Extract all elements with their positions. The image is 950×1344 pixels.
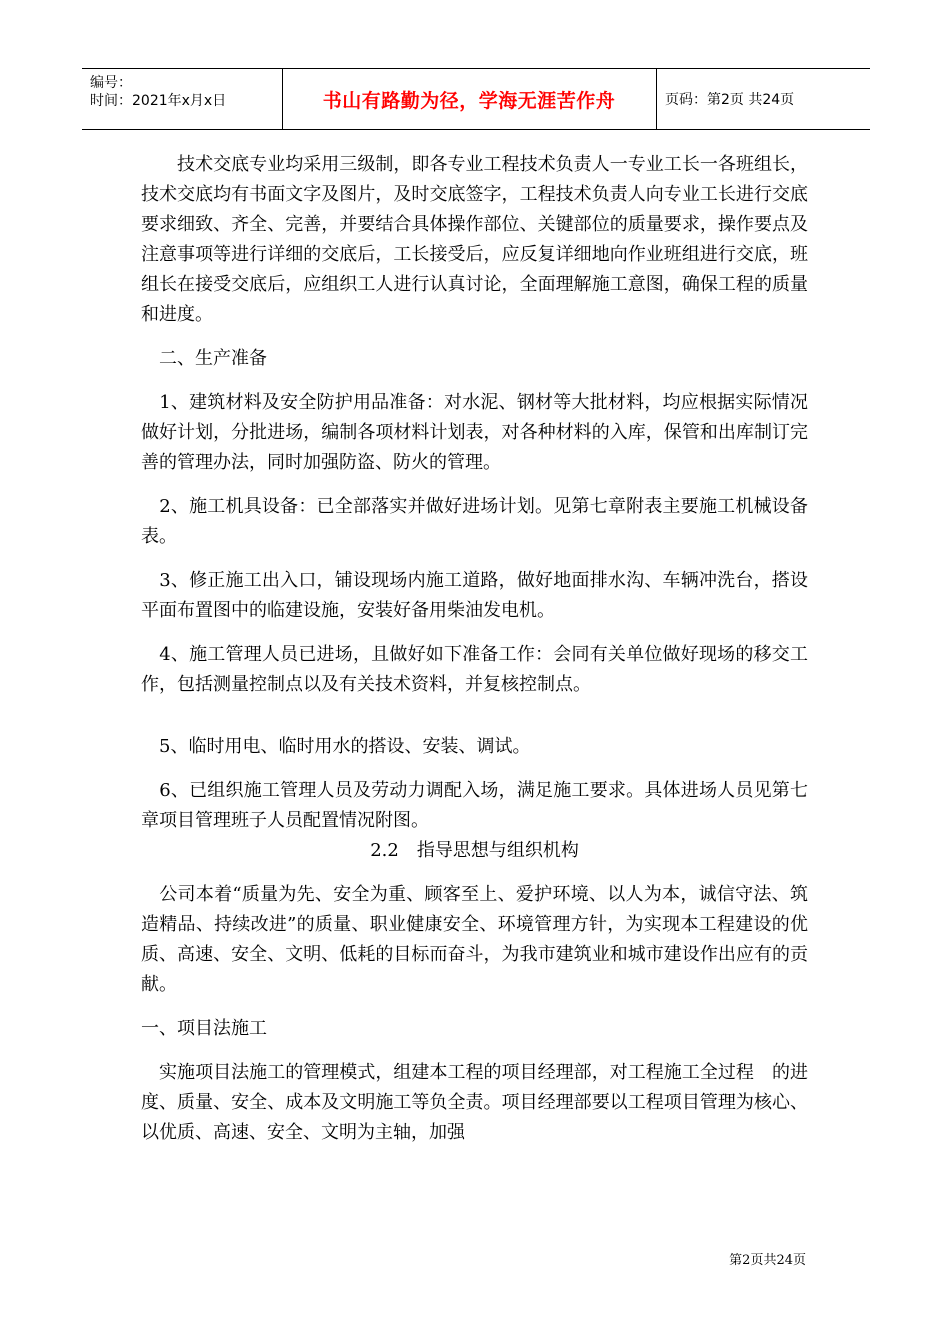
header-motto-cell [282, 69, 657, 129]
paragraph-item-1: 1、建筑材料及安全防护用品准备：对水泥、钢材等大批材料，均应根据实际情况做好计划，分批进场，编制各项材料计划表，对各种材料的入库，保管和出库制订完善的管理办法，同时加强防盗、防火的管理。 [141, 392, 808, 473]
paragraph-project-management: 实施项目法施工的管理模式，组建本工程的项目经理部，对工程施工全过程 的进度、质量、安全、成本及文明施工等负全责。项目经理部要以工程项目管理为核心、以优质、高速、安全、文明为主轴，加强 [141, 1062, 808, 1143]
date-label: 时间：2021年x月x日 [90, 93, 227, 109]
paragraph-company-policy: 公司本着“质量为先、安全为重、顾客至上、爱护环境、以人为本，诚信守法、筑造精品、持续改进”的质量、职业健康安全、环境管理方针，为实现本工程建设的优质、高速、安全、文明、低耗的目标而奋斗，为我市建筑业和城市建设作出应有的贡献。 [141, 884, 808, 995]
page-footer: 第2页共24页 [729, 1253, 806, 1268]
paragraph-item-3: 3、修正施工出入口，铺设现场内施工道路，做好地面排水沟、车辆冲洗台，搭设平面布置图中的临建设施，安装好备用柴油发电机。 [141, 570, 808, 621]
paragraph-item-6: 6、已组织施工管理人员及劳动力调配入场，满足施工要求。具体进场人员见第七章项目管理班子人员配置情况附图。 [141, 780, 808, 831]
section-heading-2-2: 2.2 指导思想与组织机构 [370, 840, 579, 861]
document-body [141, 150, 808, 1148]
serial-label: 编号： [90, 75, 132, 91]
paragraph-item-5: 5、临时用电、临时用水的搭设、安装、调试。 [141, 736, 531, 757]
header-meta-cell [82, 69, 283, 129]
paragraph-item-4: 4、施工管理人员已进场，且做好如下准备工作：会同有关单位做好现场的移交工作，包括测量控制点以及有关技术资料，并复核控制点。 [141, 644, 808, 695]
motto-text: 书山有路勤为径，学海无涯苦作舟 [322, 89, 616, 112]
header-page-number: 页码：第2页 共24页 [665, 92, 795, 108]
page-header [82, 68, 870, 130]
section-heading-project-method: 一、项目法施工 [141, 1018, 267, 1039]
paragraph-item-2: 2、施工机具设备：已全部落实并做好进场计划。见第七章附表主要施工机械设备表。 [141, 496, 808, 547]
header-page-cell [657, 69, 870, 129]
paragraph-technical-disclosure: 技术交底专业均采用三级制，即各专业工程技术负责人一专业工长一各班组长，技术交底均有书面文字及图片，及时交底签字，工程技术负责人向专业工长进行交底要求细致、齐全、完善，并要结合具体操作部位、关键部位的质量要求，操作要点及注意事项等进行详细的交底后，工长接受后，应反复详细地向作业班组进行交底，班组长在接受交底后，应组织工人进行认真讨论，全面理解施工意图，确保工程的质量和进度。 [141, 154, 808, 325]
section-heading-production-prep: 二、生产准备 [141, 348, 267, 369]
